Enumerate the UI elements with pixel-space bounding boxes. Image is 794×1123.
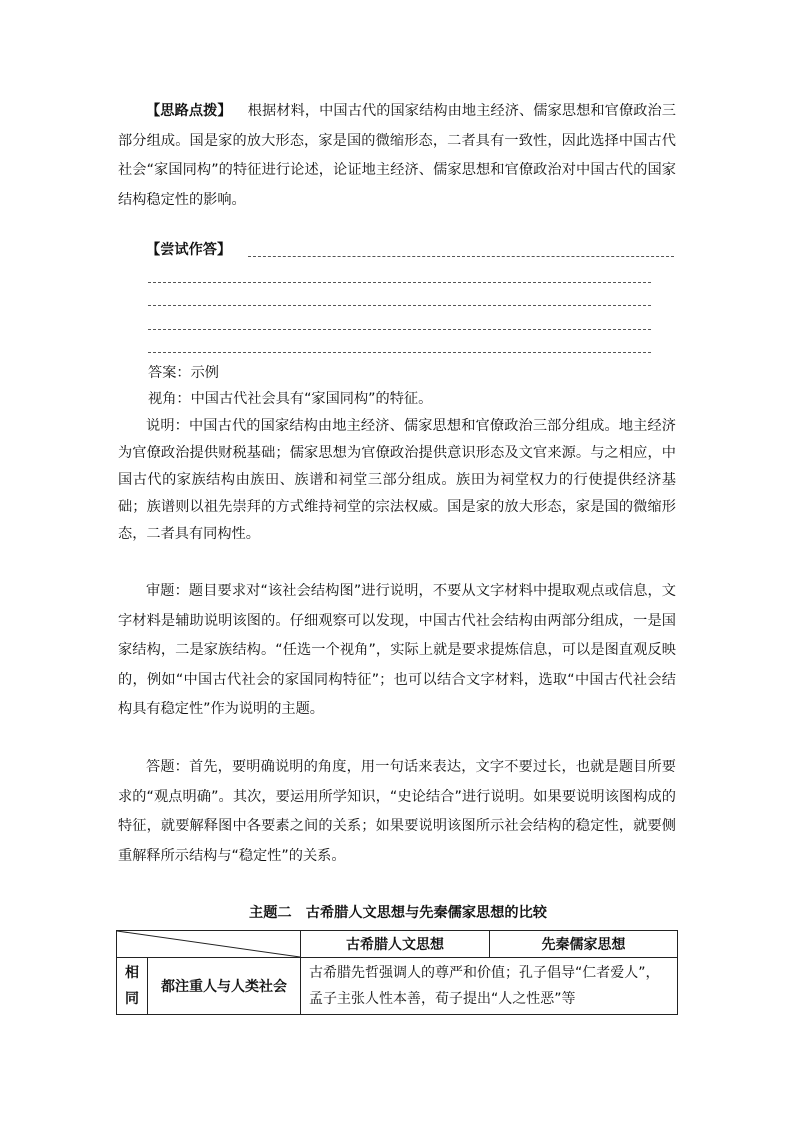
hint-paragraph <box>118 97 676 215</box>
answer-label: 答案：示例 <box>148 365 219 381</box>
table-corner-cell <box>117 931 301 958</box>
answer-line-1[interactable] <box>248 256 674 257</box>
topic-title: 主题二 古希腊人文思想与先秦儒家思想的比较 <box>249 905 547 921</box>
hint-text: 根据材料，中国古代的国家结构由地主经济、儒家思想和官僚政治三部分组成。国是家的放大形态，家是国的微缩形态，二者具有一致性，因此选择中国古代社会“家国同构”的特征进行论述，论证地主经济、儒家思想和官僚政治对中国古代的国家结构稳定性的影响。 <box>118 103 676 208</box>
row-content: 古希腊先哲强调人的尊严和价值；孔子倡导“仁者爱人”，孟子主张人性本善，荀子提出“人之性恶”等 <box>301 958 678 1015</box>
attempt-label: 【尝试作答】 <box>146 242 232 258</box>
diagonal-line <box>117 931 300 957</box>
answer-line-4[interactable] <box>148 329 651 330</box>
row-label-same: 相同 <box>117 958 148 1015</box>
solution-paragraph: 答题：首先，要明确说明的角度，用一句话来表达，文字不要过长，也就是题目所要求的“观点明确”。其次，要运用所学知识，“史论结合”进行说明。如果要说明该图构成的特征，就要解释图中各要素之间的关系；如果要说明该图所示社会结构的稳定性，就要侧重解释所示结构与“稳定性”的关系。 <box>118 759 676 864</box>
hint-label: 【思路点拨】 <box>146 103 232 119</box>
comparison-table <box>116 930 678 1015</box>
review-paragraph: 审题：题目要求对“该社会结构图”进行说明，不要从文字材料中提取观点或信息，文字材料是辅助说明该图的。仔细观察可以发现，中国古代社会结构由两部分组成，一是国家结构，二是家族结构。“任选一个视角”，实际上就是要求提炼信息，可以是图直观反映的，例如“中国古代社会的家国同构特征”；也可以结合文字材料，选取“中国古代社会结构具有稳定性”作为说明的主题。 <box>118 583 676 717</box>
row-item: 都注重人与人类社会 <box>148 958 301 1015</box>
answer-line-3[interactable] <box>148 305 651 306</box>
table-row <box>117 958 678 1015</box>
attempt-label-line <box>118 236 676 266</box>
table-header-row <box>117 931 678 958</box>
col-header-greek: 古希腊人文思想 <box>301 931 490 958</box>
col-header-qin: 先秦儒家思想 <box>490 931 678 958</box>
answer-view: 视角：中国古代社会具有“家国同构”的特征。 <box>148 391 433 407</box>
answer-line-2[interactable] <box>148 282 651 283</box>
answer-line-5[interactable] <box>148 352 651 353</box>
answer-explain: 说明：中国古代的国家结构由地主经济、儒家思想和官僚政治三部分组成。地主经济为官僚政治提供财税基础；儒家思想为官僚政治提供意识形态及文官来源。与之相应，中国古代的家族结构由族田、族谱和祠堂三部分组成。族田为祠堂权力的行使提供经济基础；族谱则以祖先崇拜的方式维持祠堂的宗法权威。国是家的放大形态，家是国的微缩形态，二者具有同构性。 <box>118 418 676 542</box>
